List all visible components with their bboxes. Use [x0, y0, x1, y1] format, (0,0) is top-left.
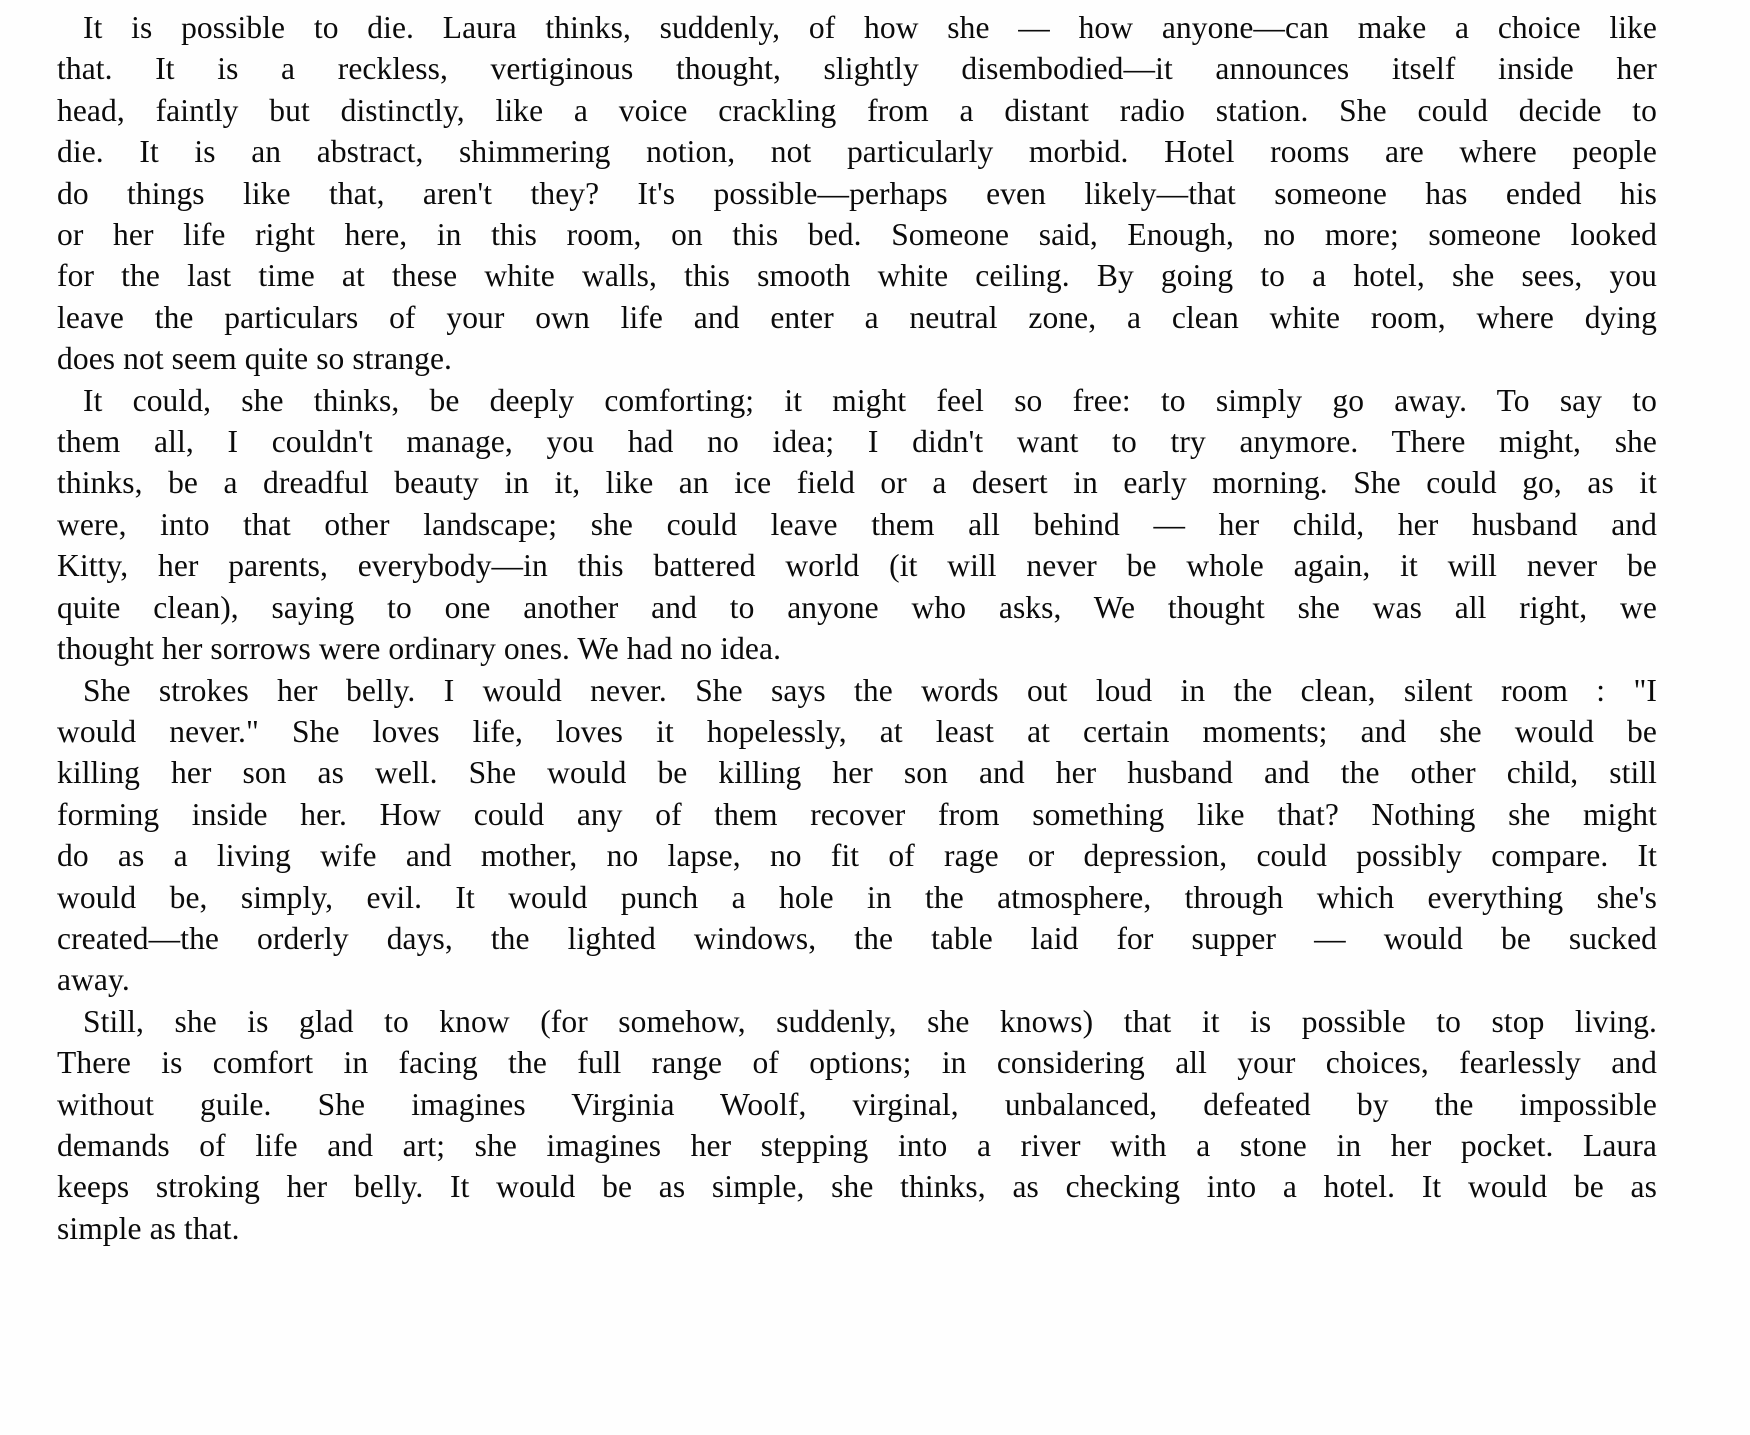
- text-line: that. It is a reckless, vertiginous thought, slightly disembodied—it announces itself inside her: [57, 51, 1657, 87]
- text-line: Kitty, her parents, everybody—in this battered world (it will never be whole again, it will never be: [57, 548, 1657, 584]
- text-line: leave the particulars of your own life and enter a neutral zone, a clean white room, where dying: [57, 299, 1657, 335]
- text-line: killing her son as well. She would be killing her son and her husband and the other child, still: [57, 755, 1657, 791]
- text-line: forming inside her. How could any of them recover from something like that? Nothing she might: [57, 796, 1657, 832]
- text-line: She strokes her belly. I would never. She says the words out loud in the clean, silent room : "I: [83, 672, 1657, 708]
- text-line: for the last time at these white walls, this smooth white ceiling. By going to a hotel, she sees, you: [57, 258, 1657, 294]
- paragraph: [57, 7, 1657, 380]
- paragraph: [57, 380, 1657, 670]
- text-line: Still, she is glad to know (for somehow, suddenly, she knows) that it is possible to stop living.: [83, 1003, 1657, 1039]
- text-line: would never." She loves life, loves it hopelessly, at least at certain moments; and she would be: [57, 713, 1657, 749]
- text-line: were, into that other landscape; she could leave them all behind — her child, her husband and: [57, 506, 1657, 542]
- paragraph: [57, 670, 1657, 1001]
- text-line: keeps stroking her belly. It would be as simple, she thinks, as checking into a hotel. It would be as: [57, 1169, 1657, 1205]
- text-line: It is possible to die. Laura thinks, suddenly, of how she — how anyone—can make a choice like: [83, 10, 1657, 45]
- text-line: thinks, be a dreadful beauty in it, like an ice field or a desert in early morning. She could go, as it: [57, 465, 1657, 501]
- text-line: created—the orderly days, the lighted windows, the table laid for supper — would be sucked: [57, 920, 1657, 956]
- text-line: do as a living wife and mother, no lapse, no fit of rage or depression, could possibly compare. It: [57, 838, 1657, 874]
- text-line: die. It is an abstract, shimmering notion, not particularly morbid. Hotel rooms are where people: [57, 134, 1657, 170]
- text-line: does not seem quite so strange.: [57, 341, 453, 377]
- text-line: thought her sorrows were ordinary ones. We had no idea.: [57, 631, 782, 667]
- paragraph: [57, 1001, 1657, 1249]
- text-line: or her life right here, in this room, on this bed. Someone said, Enough, no more; someone looked: [57, 217, 1657, 253]
- text-line: away.: [57, 962, 130, 998]
- text-line: without guile. She imagines Virginia Woolf, virginal, unbalanced, defeated by the impossible: [57, 1086, 1657, 1122]
- text-line: There is comfort in facing the full range of options; in considering all your choices, fearlessly and: [57, 1045, 1657, 1081]
- text-line: head, faintly but distinctly, like a voice crackling from a distant radio station. She could decide to: [57, 92, 1657, 128]
- book-page: [57, 7, 1657, 1249]
- text-line: them all, I couldn't manage, you had no idea; I didn't want to try anymore. There might, she: [57, 424, 1657, 460]
- text-line: quite clean), saying to one another and to anyone who asks, We thought she was all right, we: [57, 589, 1657, 625]
- text-line: would be, simply, evil. It would punch a hole in the atmosphere, through which everything she's: [57, 879, 1657, 915]
- text-line: do things like that, aren't they? It's possible—perhaps even likely—that someone has ended his: [57, 175, 1657, 211]
- text-line: simple as that.: [57, 1210, 240, 1246]
- text-line: It could, she thinks, be deeply comforting; it might feel so free: to simply go away. To say to: [83, 382, 1657, 418]
- text-line: demands of life and art; she imagines her stepping into a river with a stone in her pocket. Laura: [57, 1127, 1657, 1163]
